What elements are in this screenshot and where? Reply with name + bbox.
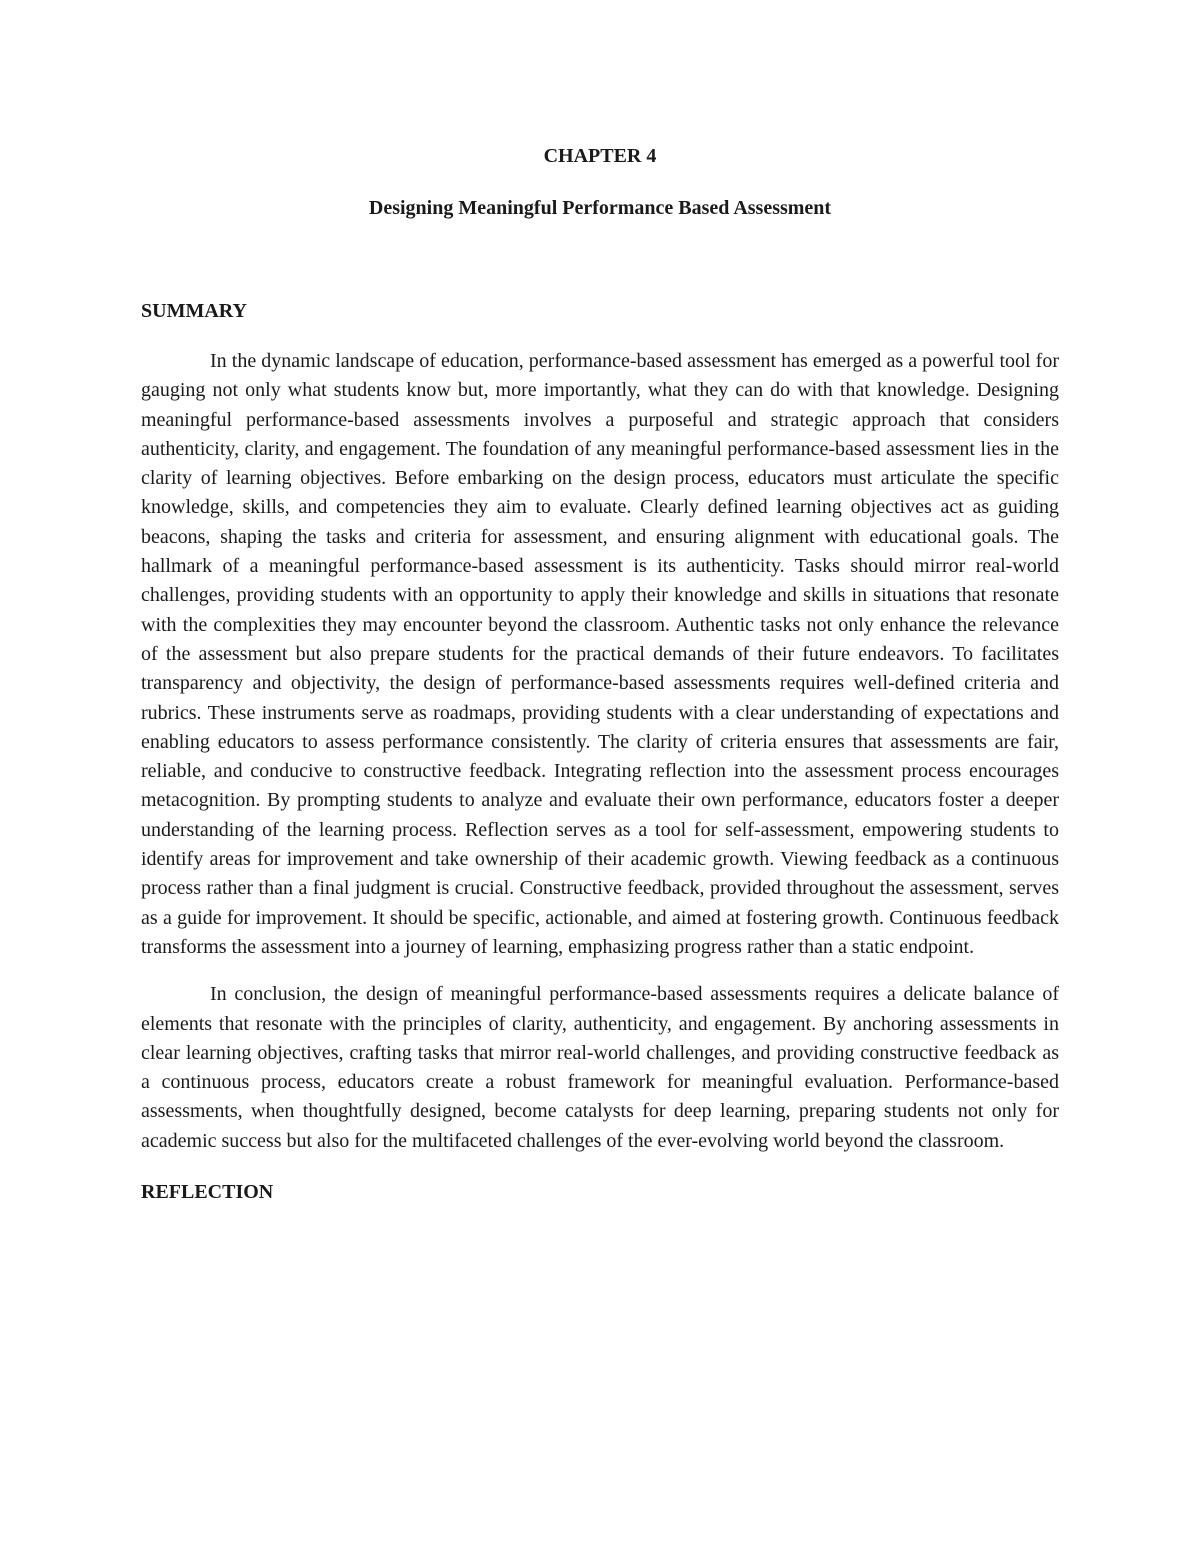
conclusion-paragraph: In conclusion, the design of meaningful performance-based assessments requires a delicate balance of elements that resonate with the principles of clarity, authenticity, and engagement. By anchoring assessments in clear learning objectives, crafting tasks that mirror real-world challenges, and providing constructive feedback as a continuous process, educators create a robust framework for meaningful evaluation. Performance-based assessments, when thoughtfully designed, become catalysts for deep learning, preparing students not only for academic success but also for the multifaceted challenges of the ever-evolving world beyond the classroom. — [141, 983, 1059, 1152]
reflection-heading: REFLECTION — [141, 1181, 274, 1204]
chapter-number: CHAPTER 4 — [543, 145, 657, 167]
summary-paragraph: In the dynamic landscape of education, performance-based assessment has emerged as a powerful tool for gauging not only what students know but, more importantly, what they can do with that knowledge. Designing meaningful performance-based assessments involves a purposeful and strategic approach that considers authenticity, clarity, and engagement. The foundation of any meaningful performance-based assessment lies in the clarity of learning objectives. Before embarking on the design process, educators must articulate the specific knowledge, skills, and competencies they aim to evaluate. Clearly defined learning objectives act as guiding beacons, shaping the tasks and criteria for assessment, and ensuring alignment with educational goals. The hallmark of a meaningful performance-based assessment is its authenticity. Tasks should mirror real-world challenges, providing students with an opportunity to apply their knowledge and skills in situations that resonate with the complexities they may encounter beyond the classroom. Authentic tasks not only enhance the relevance of the assessment but also prepare students for the practical demands of their future endeavors. To facilitates transparency and objectivity, the design of performance-based assessments requires well-defined criteria and rubrics. These instruments serve as roadmaps, providing students with a clear understanding of expectations and enabling educators to assess performance consistently. The clarity of criteria ensures that assessments are fair, reliable, and conducive to constructive feedback. Integrating reflection into the assessment process encourages metacognition. By prompting students to analyze and evaluate their own performance, educators foster a deeper understanding of the learning process. Reflection serves as a tool for self-assessment, empowering students to identify areas for improvement and take ownership of their academic growth. Viewing feedback as a continuous process rather than a final judgment is crucial. Constructive feedback, provided throughout the assessment, serves as a guide for improvement. It should be specific, actionable, and aimed at fostering growth. Continuous feedback transforms the assessment into a journey of learning, emphasizing progress rather than a static endpoint. — [141, 350, 1059, 958]
summary-heading: SUMMARY — [141, 300, 247, 322]
chapter-title: Designing Meaningful Performance Based Assessment — [368, 197, 832, 219]
page-content — [141, 140, 1059, 1208]
